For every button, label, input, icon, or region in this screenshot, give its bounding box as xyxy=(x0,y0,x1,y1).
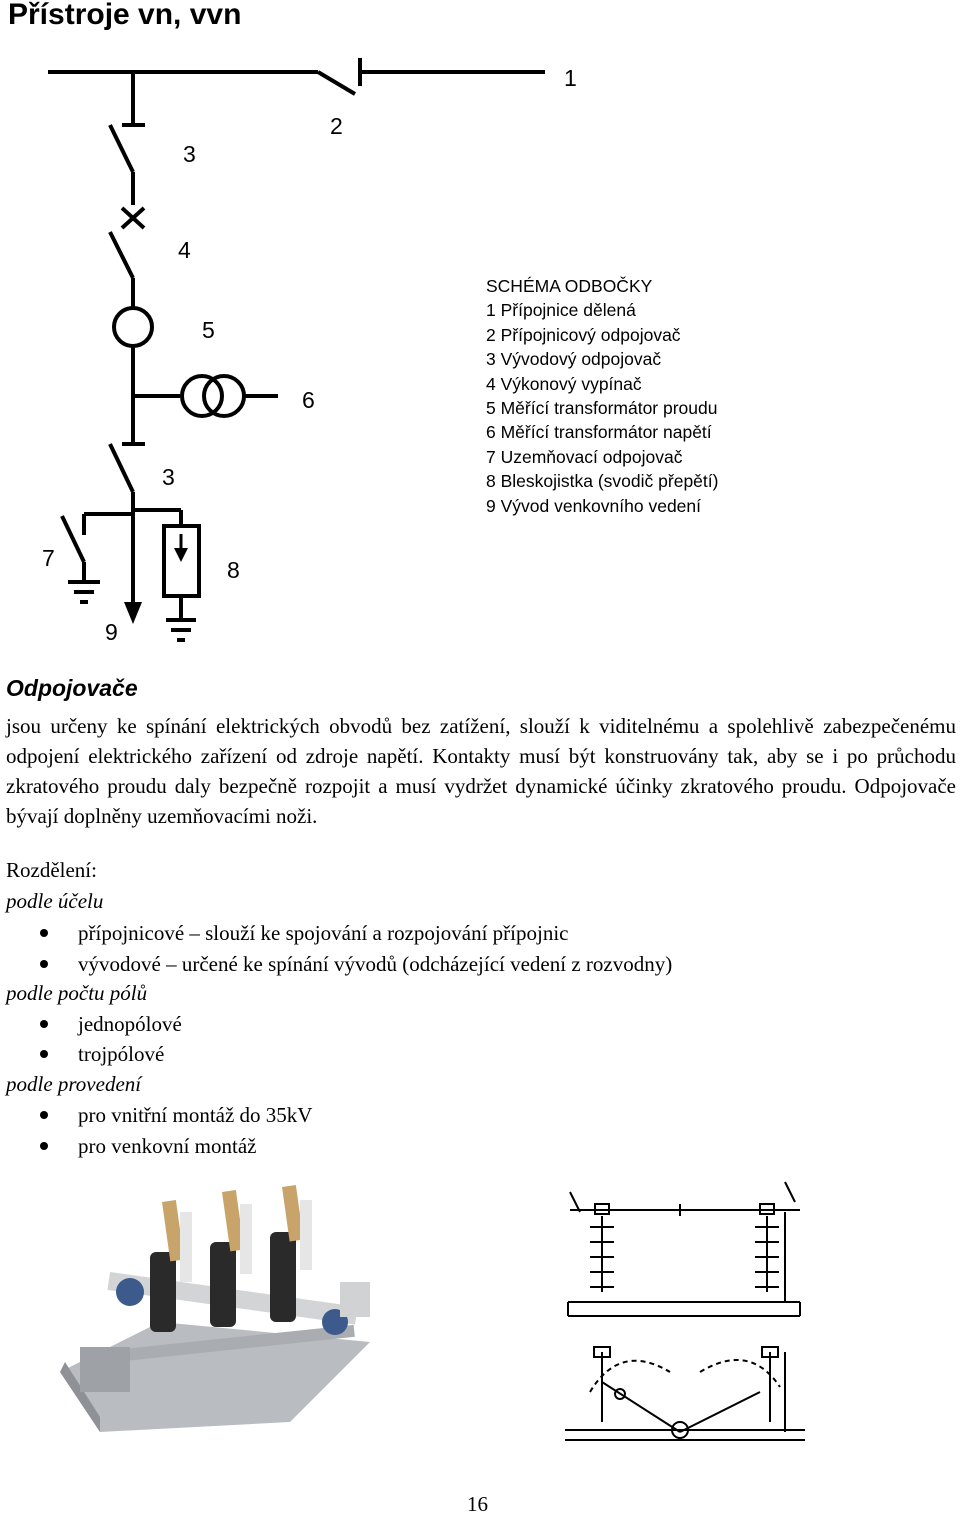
legend-item: 2 Přípojnicový odpojovač xyxy=(486,324,681,345)
legend-item: 9 Vývod venkovního vedení xyxy=(486,495,702,516)
label-3-bottom: 3 xyxy=(162,464,175,490)
bullet-icon xyxy=(40,960,48,968)
legend-title: SCHÉMA ODBOČKY xyxy=(486,276,653,296)
label-2: 2 xyxy=(330,113,343,139)
feeder-disconnector-bottom-blade xyxy=(110,444,133,492)
outgoing-line-arrow xyxy=(124,602,142,624)
page-number: 16 xyxy=(467,1492,488,1516)
bullet-icon xyxy=(40,1142,48,1150)
section-title: Odpojovače xyxy=(6,675,138,701)
current-transformer xyxy=(114,308,152,346)
group-heading-design: podle provedení xyxy=(6,1072,142,1096)
legend-item: 6 Měřící transformátor napětí xyxy=(486,422,712,443)
legend-item: 1 Přípojnice dělená xyxy=(486,300,636,321)
label-6: 6 xyxy=(302,387,315,413)
breaker-blade xyxy=(110,232,133,278)
bullet-icon xyxy=(40,1050,48,1058)
list-item: pro venkovní montáž xyxy=(40,1134,256,1159)
outdoor-disconnector-drawing xyxy=(560,1172,810,1452)
bullet-icon xyxy=(40,1111,48,1119)
legend-item: 4 Výkonový vypínač xyxy=(486,373,642,394)
group-heading-purpose: podle účelu xyxy=(6,889,104,913)
label-5: 5 xyxy=(202,317,215,343)
single-line-diagram xyxy=(0,40,960,670)
label-9: 9 xyxy=(105,619,118,645)
label-4: 4 xyxy=(178,237,191,263)
group-heading-poles: podle počtu pólů xyxy=(6,981,148,1005)
list-item: jednopólové xyxy=(40,1012,182,1037)
list-item: trojpólové xyxy=(40,1042,164,1067)
legend-item: 5 Měřící transformátor proudu xyxy=(486,398,718,419)
schema-legend xyxy=(486,274,718,518)
list-item: vývodové – určené ke spínání vývodů (odcházející vedení z rozvodny) xyxy=(40,952,672,977)
legend-item: 3 Vývodový odpojovač xyxy=(486,349,662,370)
earthing-switch-blade xyxy=(62,516,84,562)
label-1: 1 xyxy=(564,65,577,91)
bullet-icon xyxy=(40,1020,48,1028)
disconnector-photo xyxy=(40,1172,390,1442)
label-3-top: 3 xyxy=(183,141,196,167)
busbar-disconnector-blade xyxy=(318,72,355,94)
bullet-icon xyxy=(40,929,48,937)
legend-item: 7 Uzemňovací odpojovač xyxy=(486,446,683,467)
label-7: 7 xyxy=(42,545,55,571)
feeder-disconnector-top-blade xyxy=(110,125,133,172)
section-paragraph: jsou určeny ke spínání elektrických obvodů bez zatížení, slouží k viditelnému a spolehlivě zabezpečenému odpojení elektrického zařízení od zdroje napětí. Kontakty musí být konstruovány tak, aby se i po průchodu zkratového proudu daly bezpečně rozpojit a musí vydržet dynamické účinky zkratového proudu. Odpojovače bývají doplněny uzemňovacími noži. xyxy=(6,714,956,828)
classification-label: Rozdělení: xyxy=(6,858,97,882)
legend-item: 8 Bleskojistka (svodič přepětí) xyxy=(486,471,719,492)
list-item: pro vnitřní montáž do 35kV xyxy=(40,1103,312,1128)
label-8: 8 xyxy=(227,557,240,583)
list-item: přípojnicové – slouží ke spojování a rozpojování přípojnic xyxy=(40,921,568,946)
page-title: Přístroje vn, vvn xyxy=(8,0,242,31)
